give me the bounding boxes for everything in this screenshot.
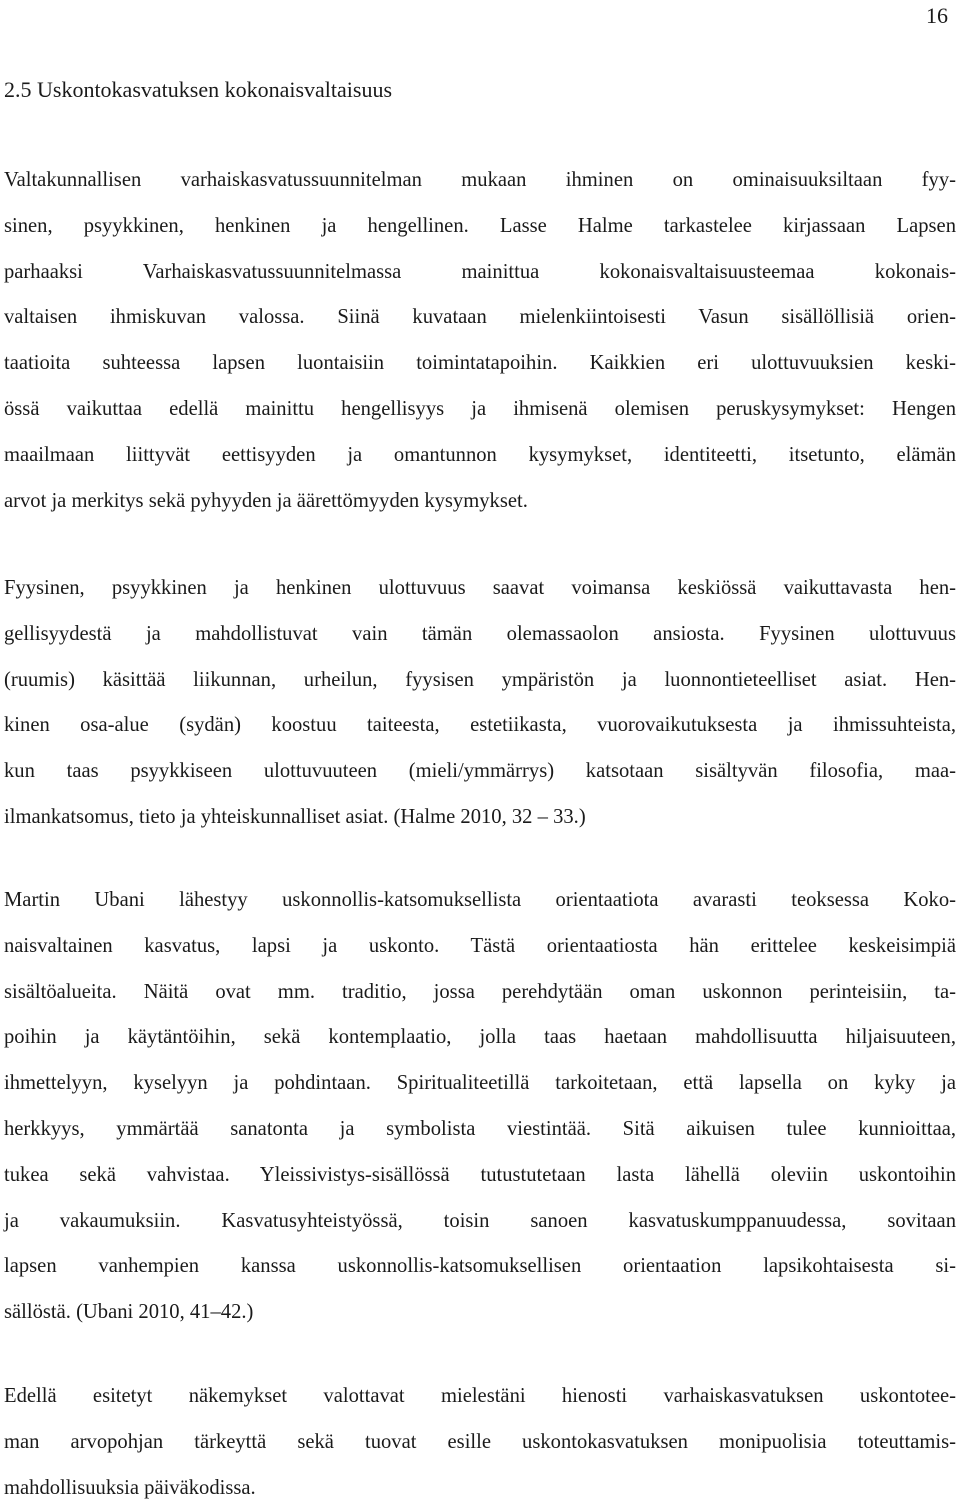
text-line: lapsen vanhempien kanssa uskonnollis-katsomuksellisen orientaation lapsikohtaisesta si- [4, 1255, 956, 1278]
text-line: parhaaksi Varhaiskasvatussuunnitelmassa mainittua kokonaisvaltaisuusteemaa kokonais- [4, 260, 956, 283]
text-line: herkkyys, ymmärtää sanatonta ja symbolista viestintää. Sitä aikuisen tulee kunnioittaa, [4, 1117, 956, 1140]
text-line: man arvopohjan tärkeyttä sekä tuovat esille uskontokasvatuksen monipuolisia toteuttamis- [4, 1430, 956, 1453]
text-line: mahdollisuuksia päiväkodissa. [4, 1476, 256, 1499]
text-line: maailmaan liittyvät eettisyyden ja omantunnon kysymykset, identiteetti, itsetunto, elämän [4, 443, 956, 466]
text-line: taatioita suhteessa lapsen luontaisiin toimintatapoihin. Kaikkien eri ulottuvuuksien keski- [4, 352, 956, 375]
text-line: ja vakaumuksiin. Kasvatusyhteistyössä, toisin sanoen kasvatuskumppanuudessa, sovitaan [4, 1209, 956, 1232]
text-line: össä vaikuttaa edellä mainittu hengellisyys ja ihmisenä olemisen peruskysymykset: Hengen [4, 397, 956, 420]
text-line: sällöstä. (Ubani 2010, 41–42.) [4, 1301, 254, 1324]
text-line: poihin ja käytäntöihin, sekä kontemplaatio, jolla taas haetaan mahdollisuutta hiljaisuuteen, [4, 1026, 956, 1049]
page-number: 16 [926, 3, 948, 28]
text-line: Fyysinen, psyykkinen ja henkinen ulottuvuus saavat voimansa keskiössä vaikuttavasta hen- [4, 577, 956, 599]
section-heading: 2.5 Uskontokasvatuksen kokonaisvaltaisuus [4, 77, 393, 102]
text-line: sinen, psyykkinen, henkinen ja hengellinen. Lasse Halme tarkastelee kirjassaan Lapsen [4, 214, 956, 237]
text-line: (ruumis) käsittää liikunnan, urheilun, fyysisen ympäristön ja luonnontieteelliset asiat. Hen- [4, 668, 956, 691]
text-line: Martin Ubani lähestyy uskonnollis-katsomuksellista orientaatiota avarasti teoksessa Koko- [4, 889, 956, 911]
text-line: ihmettelyyn, kyselyyn ja pohdintaan. Spiritualiteetillä tarkoitetaan, että lapsella on kyky ja [4, 1072, 956, 1095]
text-line: kinen osa-alue (sydän) koostuu taiteesta, estetiikasta, vuorovaikutuksesta ja ihmissuhteista, [4, 714, 956, 737]
text-line: valtaisen ihmiskuvan valossa. Siinä kuvataan mielenkiintoisesti Vasun sisällöllisiä orien- [4, 306, 956, 329]
text-line: Valtakunnallisen varhaiskasvatussuunnitelman mukaan ihminen on ominaisuuksiltaan fyy- [4, 169, 956, 191]
text-line: Edellä esitetyt näkemykset valottavat mielestäni hienosti varhaiskasvatuksen uskontotee- [4, 1385, 956, 1407]
text-line: sisältöalueita. Näitä ovat mm. traditio, jossa perehdytään oman uskonnon perinteisiin, ta- [4, 980, 956, 1003]
paragraph-2 [4, 566, 956, 841]
text-line: tukea sekä vahvistaa. Yleissivistys-sisällössä tutustutetaan lasta lähellä oleviin uskontoihin [4, 1163, 956, 1186]
text-line: gellisyydestä ja mahdollistuvat vain tämän olemassaolon ansiosta. Fyysinen ulottuvuus [4, 622, 956, 645]
text-line: kun taas psyykkiseen ulottuvuuteen (mieli/ymmärrys) katsotaan sisältyvän filosofia, maa- [4, 760, 956, 783]
paragraph-3 [4, 878, 956, 1336]
text-line: arvot ja merkitys sekä pyhyyden ja äärettömyyden kysymykset. [4, 489, 528, 512]
text-line: ilmankatsomus, tieto ja yhteiskunnalliset asiat. (Halme 2010, 32 – 33.) [4, 805, 586, 828]
text-line: naisvaltainen kasvatus, lapsi ja uskonto. Tästä orientaatiosta hän erittelee keskeisimpiä [4, 934, 956, 957]
paragraph-1 [4, 158, 956, 524]
paragraph-4 [4, 1374, 956, 1511]
